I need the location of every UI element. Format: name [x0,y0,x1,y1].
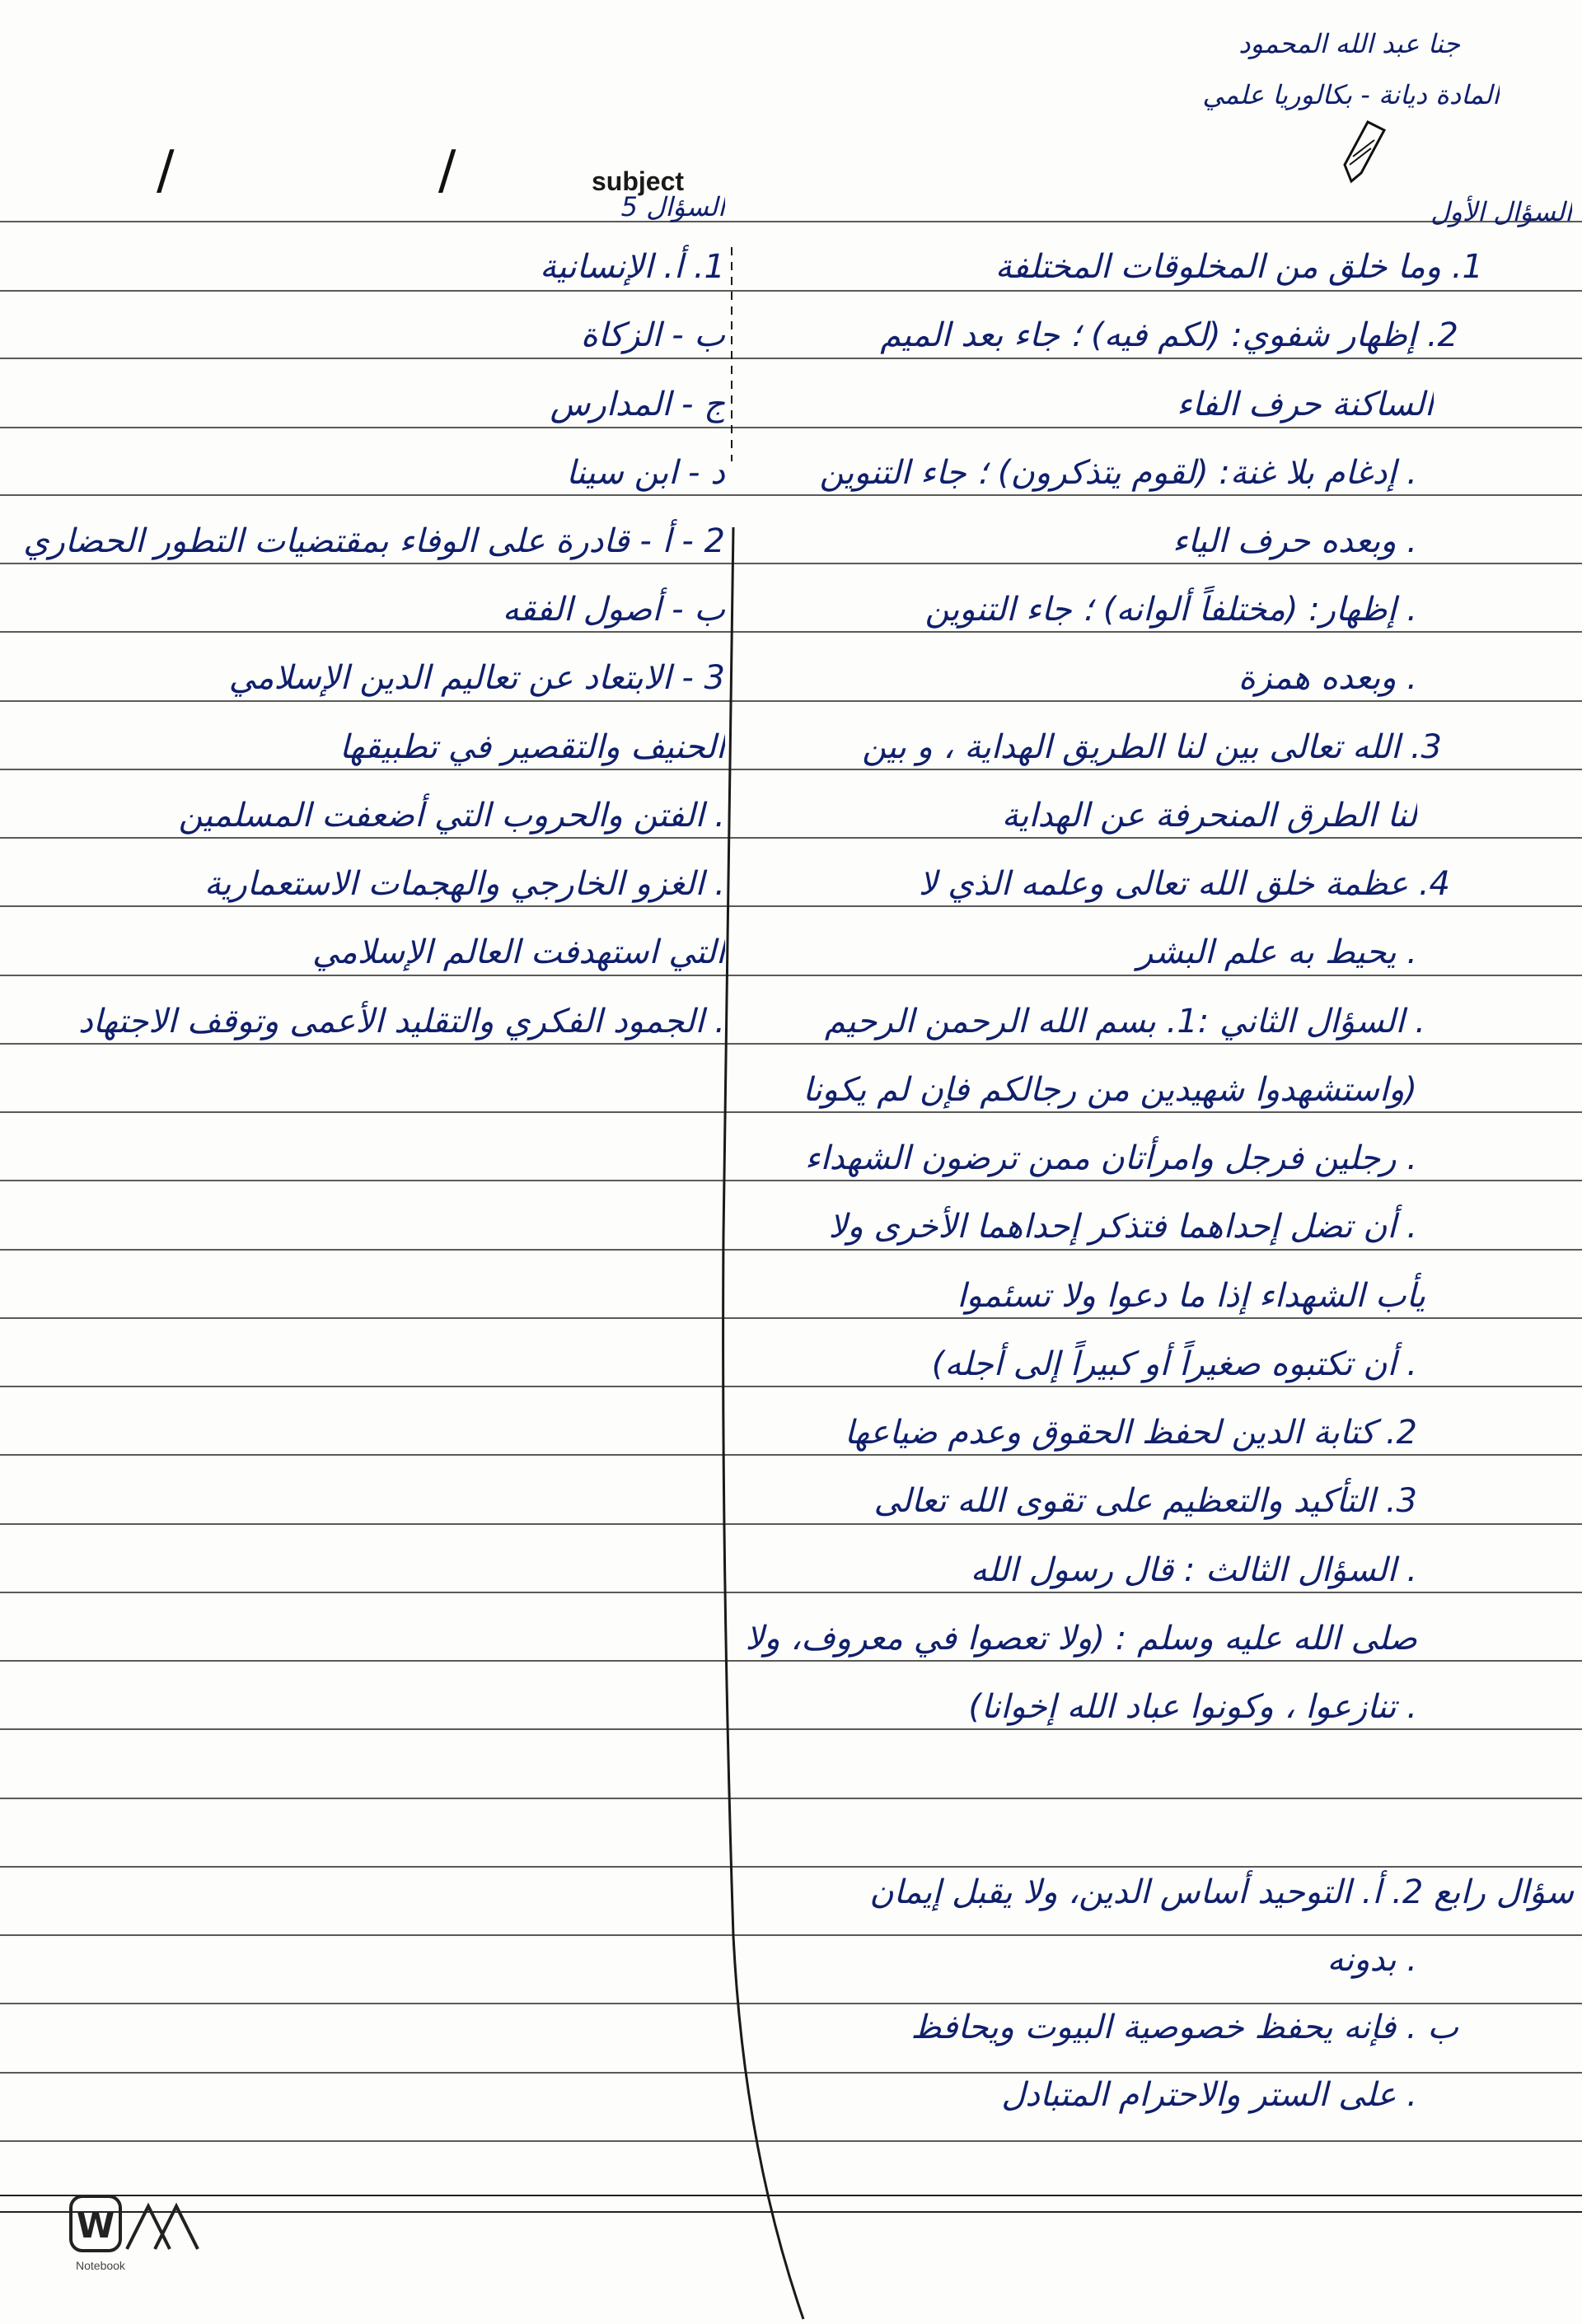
answer-line: 1. أ. الإنسانية [539,248,725,286]
answer-line: 1. وما خلق من المخلوقات المختلفة [995,248,1483,286]
svg-text:W: W [76,2205,115,2246]
answer-line: ب . فإنه يحفظ خصوصية البيوت ويحافظ [910,2008,1458,2046]
answer-line: . السؤال الثالث : قال رسول الله [970,1551,1417,1589]
subject-label: subject [592,166,685,196]
answer-line: د - ابن سينا [566,454,725,492]
subject-line: المادة ديانة - بكالوريا علمي [1202,79,1500,110]
answer-line: . بدونه [1327,1941,1417,1979]
answer-line: . أن تضل إحداهما فتذكر إحداهما الأخرى ولا [828,1208,1417,1246]
answer-line: . إدغام بلا غنة: (لقوم يتذكرون) ؛ جاء التنوين [819,454,1417,492]
answer-line: . السؤال الثاني :1. بسم الله الرحمن الرحيم [824,1003,1425,1040]
section-title: السؤال 5 [620,191,725,222]
answer-line: الساكنة حرف الفاء [1177,386,1434,423]
answer-line: 3. التأكيد والتعظيم على تقوى الله تعالى [873,1482,1417,1520]
answer-line: . وبعده حرف الياء [1172,522,1417,560]
answer-line: ج - المدارس [550,386,725,423]
answer-line: 2. إظهار شفوي: (لكم فيه) ؛ جاء بعد الميم [880,316,1458,354]
answer-line: . الفتن والحروب التي أضعفت المسلمين [178,797,725,835]
logo-caption: Notebook [76,2259,125,2272]
answer-line: . وبعده همزة [1238,659,1417,697]
answer-line: . تنازعوا ، وكونوا عباد الله إخوانا) [968,1688,1417,1726]
answer-line: سؤال رابع 2. أ. التوحيد أساس الدين، ولا يقبل إيمان [869,1873,1574,1911]
answer-line: يأب الشهداء إذا ما دعوا ولا تسئموا [957,1277,1425,1315]
answer-line: ب - أصول الفقه [502,591,725,629]
answer-line: لنا الطرق المنحرفة عن الهداية [1001,797,1417,835]
student-name: جنا عبد الله المحمود [1238,28,1460,59]
answer-line: 2 - أ - قادرة على الوفاء بمقتضيات التطور الحضاري [23,522,725,560]
answer-line: السؤال الأول [1430,196,1572,227]
answer-line: . يحيط به علم البشر [1137,933,1417,971]
answer-line: 3 - الابتعاد عن تعاليم الدين الإسلامي [228,659,725,697]
answer-line: . على الستر والاحترام المتبادل [1001,2076,1417,2114]
answer-line: . أن تكتبوه صغيراً أو كبيراً إلى أجله) [931,1345,1417,1383]
answer-line: . الجمود الفكري والتقليد الأعمى وتوقف الاجتهاد [77,1003,725,1040]
pen-doodle-icon [1335,115,1392,189]
answer-line: التي استهدفت العالم الإسلامي [311,933,725,971]
notebook-brand-logo [69,2191,209,2257]
answer-line: 3. الله تعالى بين لنا الطريق الهداية ، و بين [862,728,1442,766]
answer-line: صلى الله عليه وسلم : (ولا تعصوا في معروف، ولا [745,1620,1417,1658]
answer-line: ب - الزكاة [580,316,725,354]
date-field: / / [157,140,580,201]
answer-line: (واستشهدوا شهيدين من رجالكم فإن لم يكونا [803,1071,1417,1109]
answer-line: 4. عظمة خلق الله تعالى وعلمه الذي لا [918,865,1450,903]
answer-line: . إظهار: (مختلفاً ألوانه) ؛ جاء التنوين [924,591,1417,629]
answer-line: الحنيف والتقصير في تطبيقها [339,728,725,766]
answer-line: . الغزو الخارجي والهجمات الاستعمارية [204,865,725,903]
answer-line: . رجلين فرجل وامرأتان ممن ترضون الشهداء [804,1139,1417,1177]
answer-line: 2. كتابة الدين لحفظ الحقوق وعدم ضياعها [844,1414,1417,1452]
